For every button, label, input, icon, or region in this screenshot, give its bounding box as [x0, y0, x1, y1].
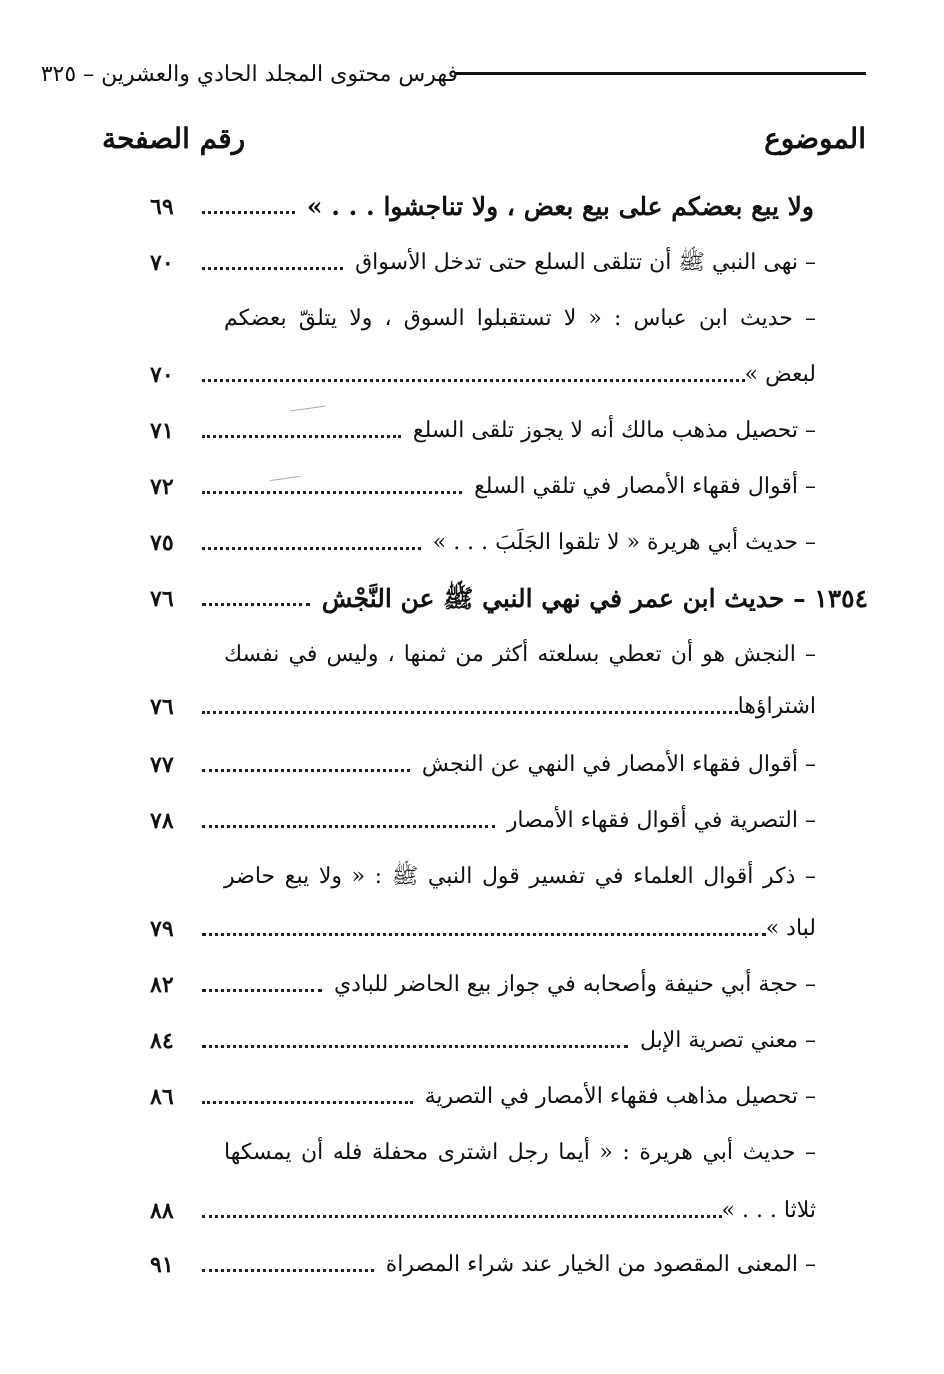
entry-text: – حديث أبي هريرة « لا تلقوا الجَلَبَ . . . »: [432, 530, 816, 555]
entry-text: – حجة أبي حنيفة وأصحابه في جواز بيع الحاضر للبادي: [333, 972, 816, 997]
toc-entry: [150, 740, 816, 780]
entry-page: ٧٥: [150, 530, 174, 556]
toc-entry: [150, 1072, 816, 1112]
toc-entry-continuation: [150, 350, 816, 390]
entry-text: – حديث أبي هريرة : « أيما رجل اشترى محفلة فله أن يمسكها: [224, 1140, 816, 1165]
entry-page: ٨٦: [150, 1084, 174, 1110]
entry-text: – التصرية في أقوال فقهاء الأمصار: [506, 808, 816, 833]
dot-leader: [202, 1027, 628, 1048]
entry-page: ٩١: [150, 1252, 174, 1278]
toc-entry: [224, 852, 816, 892]
dot-leader: [202, 807, 495, 828]
page-number-column-heading: رقم الصفحة: [102, 122, 246, 155]
entry-text: – المعنى المقصود من الخيار عند شراء المصراة: [385, 1252, 816, 1277]
dot-leader: [202, 193, 295, 214]
entry-page: ٧٩: [150, 916, 174, 942]
dot-leader: [202, 971, 322, 992]
toc-entry: [150, 796, 816, 836]
toc-entry: [150, 518, 816, 558]
toc-entry: [150, 238, 816, 278]
entry-text: – نهى النبي ﷺ أن تتلقى السلع حتى تدخل الأسواق: [355, 250, 816, 275]
entry-page: ٦٩: [150, 194, 174, 220]
entry-page: ٧٢: [150, 474, 174, 500]
toc-entry: [150, 462, 816, 502]
toc-entry-continuation: [150, 682, 816, 722]
dot-leader: [202, 915, 766, 936]
dot-leader: [202, 417, 401, 438]
entry-text: – حديث ابن عباس : « لا تستقبلوا السوق ، ولا يتلقّ بعضكم: [224, 306, 816, 331]
toc-entry: [150, 182, 814, 222]
toc-entry: [224, 294, 816, 334]
toc-entry-continuation: [150, 1186, 816, 1226]
entry-page: ٨٤: [150, 1028, 174, 1054]
running-header: فهرس محتوى المجلد الحادي والعشرين – ٣٢٥: [40, 62, 458, 87]
topic-column-heading: الموضوع: [764, 122, 866, 155]
entry-text: – ذكر أقوال العلماء في تفسير قول النبي ﷺ : « ولا يبع حاضر: [224, 864, 816, 889]
entry-page: ٧٠: [150, 250, 174, 276]
entry-text: – معني تصرية الإبل: [639, 1028, 816, 1053]
dot-leader: [202, 1197, 722, 1218]
entry-text: – أقوال فقهاء الأمصار في النهي عن النجش: [421, 752, 816, 777]
toc-entry: [224, 630, 816, 670]
dot-leader: [202, 529, 421, 550]
entry-text: ثلاثا . . . »: [721, 1198, 816, 1223]
dot-leader: [202, 751, 410, 772]
dot-leader: [202, 693, 738, 714]
entry-text: ١٣٥٤ – حديث ابن عمر في نهي النبي ﷺ عن النَّجْش: [321, 584, 868, 613]
toc-entry: [224, 1128, 816, 1168]
entry-page: ٨٢: [150, 972, 174, 998]
toc-entry: [150, 406, 816, 446]
dot-leader: [202, 249, 343, 270]
toc-entry: [150, 960, 816, 1000]
dot-leader: [202, 473, 462, 494]
entry-text: – النجش هو أن تعطي بسلعته أكثر من ثمنها ، وليس في نفسك: [224, 642, 816, 667]
entry-page: ٧٦: [150, 694, 174, 720]
entry-text: لباد »: [765, 916, 816, 941]
toc-entry: [150, 1240, 816, 1280]
toc-entry: [150, 1016, 816, 1056]
entry-text: – تحصيل مذهب مالك أنه لا يجوز تلقى السلع: [412, 418, 816, 443]
entry-text: – تحصيل مذاهب فقهاء الأمصار في التصرية: [424, 1084, 816, 1109]
dot-leader: [202, 1251, 374, 1272]
toc-entry: [150, 574, 868, 614]
entry-text: اشتراؤها: [737, 694, 816, 719]
toc-entry-continuation: [150, 904, 816, 944]
entry-page: ٧٧: [150, 752, 174, 778]
dot-leader: [202, 1083, 413, 1104]
entry-page: ٨٨: [150, 1198, 174, 1224]
header-rule: [456, 72, 866, 75]
dot-leader: [202, 585, 310, 606]
entry-page: ٧٨: [150, 808, 174, 834]
entry-page: ٧١: [150, 418, 174, 444]
entry-text: – أقوال فقهاء الأمصار في تلقي السلع: [474, 474, 816, 499]
entry-text: ولا يبع بعضكم على بيع بعض ، ولا تناجشوا . . . »: [306, 192, 814, 221]
entry-text: لبعض »: [744, 362, 816, 387]
dot-leader: [202, 361, 745, 382]
entry-page: ٧٠: [150, 362, 174, 388]
entry-page: ٧٦: [150, 586, 174, 612]
